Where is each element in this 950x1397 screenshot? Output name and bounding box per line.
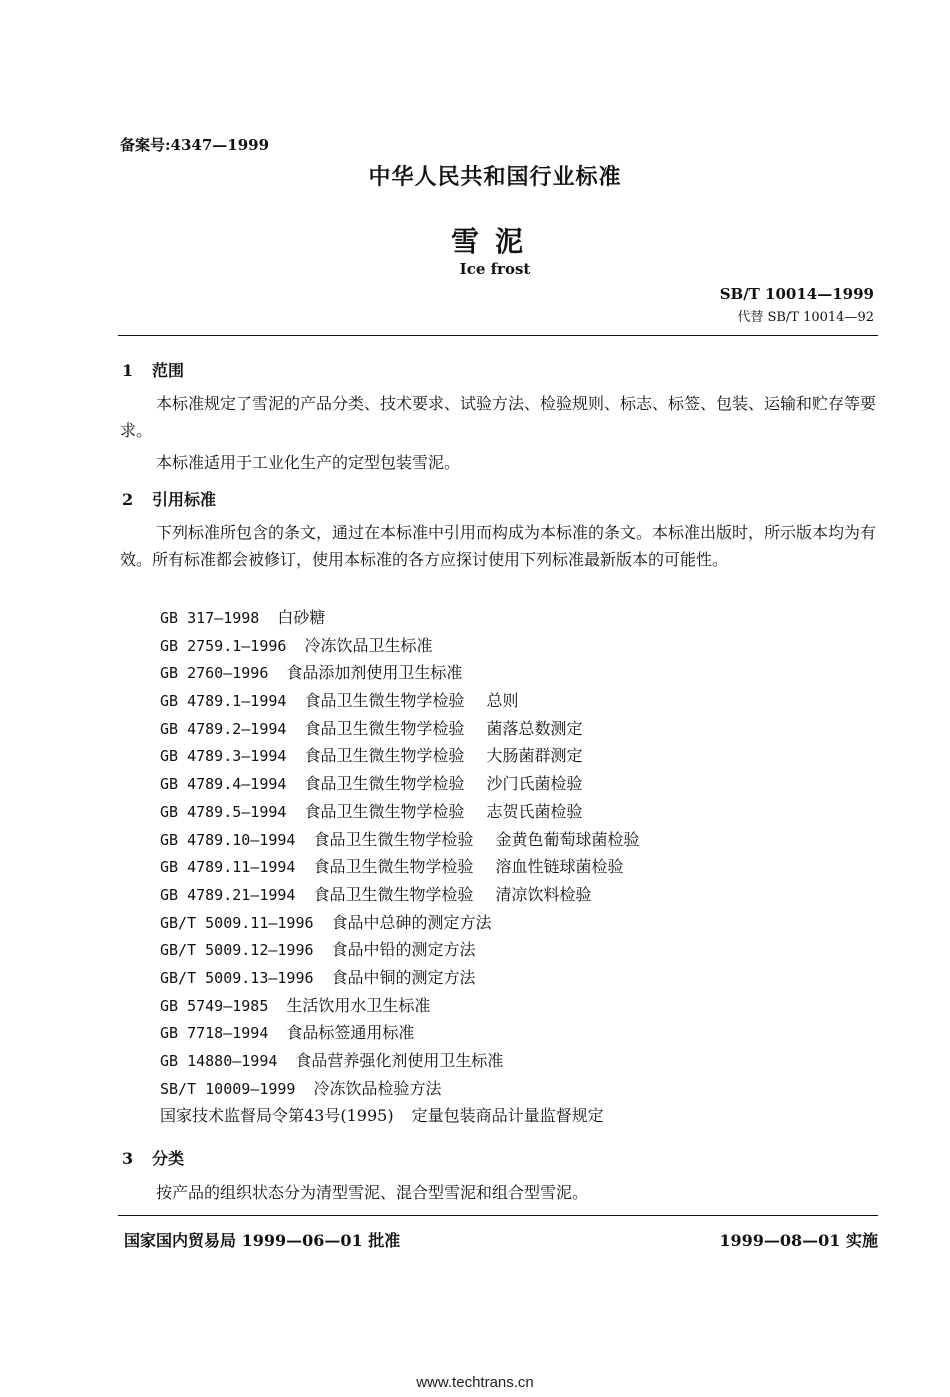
reference-code: GB 4789.3—1994	[160, 747, 287, 766]
effective-date: 1999—08—01 实施	[719, 1231, 878, 1250]
reference-subtitle: 清凉饮料检验	[495, 884, 592, 904]
reference-item	[160, 687, 640, 715]
reference-item	[160, 909, 640, 937]
reference-name: 食品营养强化剂使用卫生标准	[295, 1051, 504, 1070]
reference-name: 定量包装商品计量监督规定	[411, 1106, 604, 1126]
reference-name: 食品卫生微生物学检验	[313, 884, 474, 904]
reference-code: GB 4789.4—1994	[160, 775, 287, 794]
reference-name: 食品卫生微生物学检验	[304, 718, 465, 738]
section-title: 范围	[152, 361, 185, 380]
section-title: 分类	[152, 1149, 185, 1168]
reference-name: 食品添加剂使用卫生标准	[286, 663, 463, 683]
reference-item	[160, 853, 640, 881]
record-number: 备案号:4347—1999	[120, 136, 270, 154]
reference-code: GB 4789.21—1994	[160, 885, 296, 904]
reference-name: 食品卫生微生物学检验	[304, 801, 465, 821]
reference-code: 国家技术监督局令第43号(1995)	[160, 1106, 394, 1126]
reference-item	[160, 632, 640, 660]
reference-subtitle: 溶血性链球菌检验	[495, 857, 624, 877]
approval-line: 国家国内贸易局 1999—06—01 批准	[124, 1231, 401, 1250]
reference-name: 食品标签通用标准	[286, 1023, 415, 1043]
section-2-heading	[122, 487, 216, 510]
reference-name: 食品卫生微生物学检验	[304, 746, 465, 766]
scope-paragraph-2: 本标准适用于工业化生产的定型包装雪泥。	[156, 453, 461, 472]
reference-subtitle: 沙门氏菌检验	[486, 774, 583, 794]
reference-item	[160, 742, 640, 770]
reference-name: 食品中总砷的测定方法	[331, 912, 492, 932]
reference-name: 食品中铜的测定方法	[331, 967, 476, 987]
reference-item	[160, 936, 640, 964]
section-1-heading	[122, 358, 184, 381]
document-title: 雪泥	[450, 225, 539, 258]
reference-code: SB/T 10009—1999	[160, 1079, 296, 1098]
document-title-english: Ice frost	[459, 260, 531, 278]
reference-item	[160, 881, 640, 909]
standard-code: SB/T 10014—1999	[719, 285, 874, 303]
scope-paragraph-1: 本标准规定了雪泥的产品分类、技术要求、试验方法、检验规则、标志、标签、包装、运输和贮存等要求。	[120, 394, 877, 440]
reference-subtitle: 菌落总数测定	[486, 718, 583, 738]
reference-item	[160, 964, 640, 992]
reference-name: 冷冻饮品卫生标准	[304, 635, 433, 655]
reference-subtitle: 金黄色葡萄球菌检验	[495, 829, 640, 849]
reference-code: GB 4789.1—1994	[160, 692, 287, 711]
section-number: 2	[122, 490, 134, 509]
reference-item	[160, 1047, 640, 1075]
section-3-heading	[122, 1146, 184, 1169]
reference-code: GB 317—1998	[160, 609, 260, 627]
standard-category-title: 中华人民共和国行业标准	[368, 164, 622, 190]
reference-item	[160, 1102, 640, 1130]
reference-code: GB 4789.11—1994	[160, 858, 296, 877]
reference-name: 白砂糖	[277, 608, 326, 627]
reference-item	[160, 659, 640, 687]
footer-divider	[118, 1215, 878, 1216]
reference-item	[160, 715, 640, 743]
reference-code: GB/T 5009.11—1996	[160, 913, 314, 932]
reference-name: 冷冻饮品检验方法	[313, 1078, 442, 1098]
reference-code: GB 2760—1996	[160, 664, 269, 683]
reference-name: 食品卫生微生物学检验	[313, 857, 474, 877]
section-number: 3	[122, 1149, 134, 1168]
reference-code: GB 4789.10—1994	[160, 830, 296, 849]
reference-subtitle: 总则	[486, 691, 519, 711]
section-title: 引用标准	[152, 490, 217, 509]
header-divider	[118, 335, 878, 336]
reference-code: GB 5749—1985	[160, 996, 269, 1015]
reference-item	[160, 1019, 640, 1047]
reference-item	[160, 798, 640, 826]
reference-subtitle: 志贺氏菌检验	[486, 801, 583, 821]
reference-item	[160, 604, 640, 632]
replaces-standard: 代替 SB/T 10014—92	[737, 310, 874, 325]
reference-name: 生活饮用水卫生标准	[286, 995, 431, 1015]
reference-name: 食品卫生微生物学检验	[313, 829, 474, 849]
reference-list	[160, 604, 640, 1130]
classification-paragraph: 按产品的组织状态分为清型雪泥、混合型雪泥和组合型雪泥。	[156, 1183, 589, 1202]
section-number: 1	[122, 361, 134, 380]
reference-item	[160, 826, 640, 854]
reference-item	[160, 992, 640, 1020]
reference-code: GB 14880—1994	[160, 1052, 278, 1070]
reference-code: GB 4789.2—1994	[160, 719, 287, 738]
reference-name: 食品卫生微生物学检验	[304, 691, 465, 711]
reference-code: GB 7718—1994	[160, 1024, 269, 1043]
reference-item	[160, 770, 640, 798]
watermark-url: www.techtrans.cn	[416, 1374, 534, 1391]
reference-subtitle: 大肠菌群测定	[486, 746, 583, 766]
reference-name: 食品卫生微生物学检验	[304, 774, 465, 794]
references-intro: 下列标准所包含的条文，通过在本标准中引用而构成为本标准的条文。本标准出版时，所示版本均为有效。所有标准都会被修订，使用本标准的各方应探讨使用下列标准最新版本的可能性。	[120, 523, 877, 569]
reference-code: GB 4789.5—1994	[160, 802, 287, 821]
reference-item	[160, 1075, 640, 1103]
reference-code: GB/T 5009.13—1996	[160, 968, 314, 987]
reference-code: GB/T 5009.12—1996	[160, 941, 314, 960]
reference-code: GB 2759.1—1996	[160, 636, 287, 655]
reference-name: 食品中铅的测定方法	[331, 940, 476, 960]
